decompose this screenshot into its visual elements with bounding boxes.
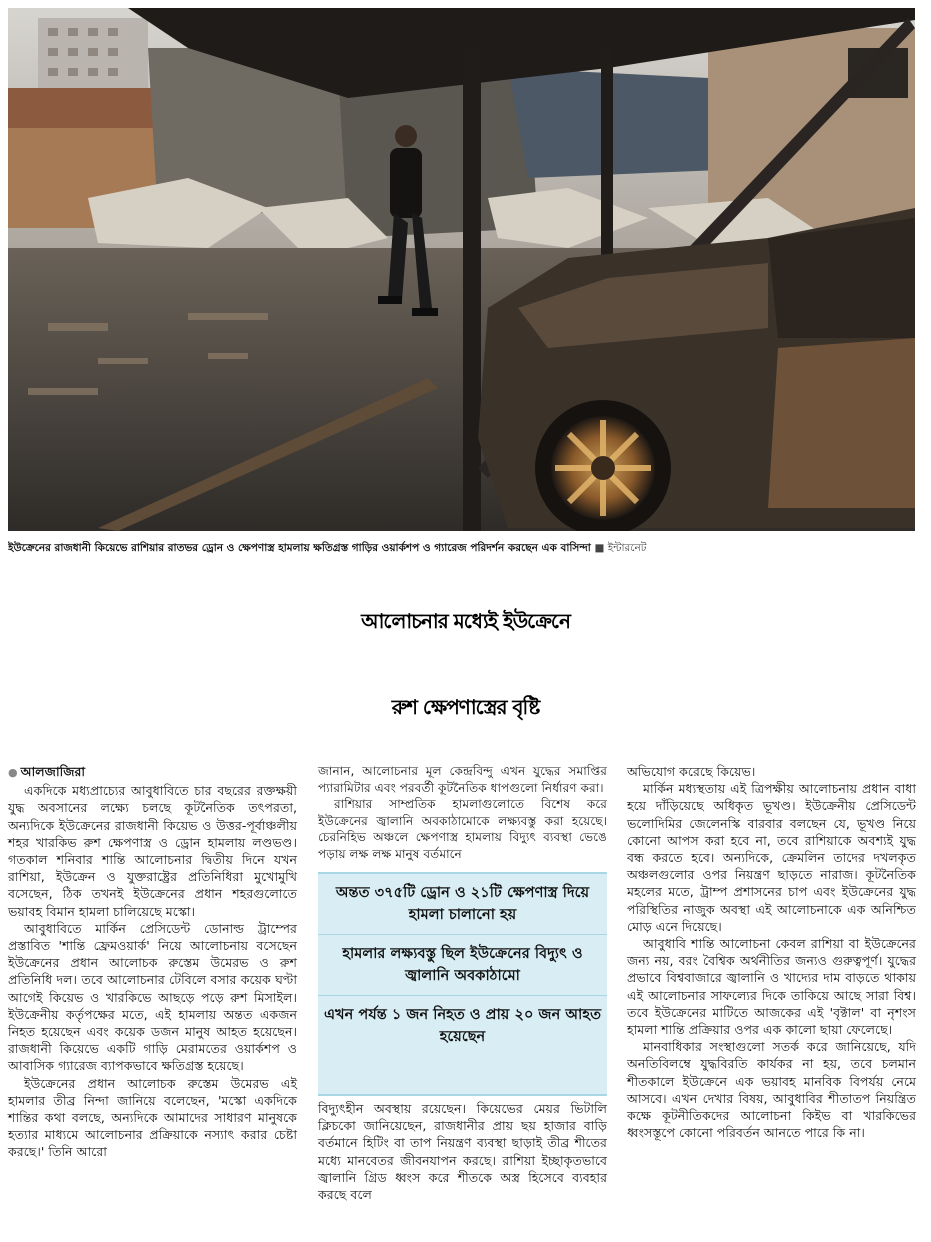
photo-caption bbox=[8, 541, 923, 557]
byline bbox=[8, 763, 297, 781]
highlight-item: এখন পর্যন্ত ১ জন নিহত ও প্রায় ২০ জন আহত হয়েছেন bbox=[323, 1006, 602, 1045]
photo-credit: ■ ইন্টারনেট bbox=[594, 542, 647, 554]
article-column-1 bbox=[8, 763, 297, 1161]
article-column-2 bbox=[318, 763, 607, 863]
burned-car-workshop-photo bbox=[8, 8, 915, 531]
highlight-item: হামলার লক্ষ্যবস্তু ছিল ইউক্রেনের বিদ্যুৎ ও জ্বালানি অবকাঠামো bbox=[318, 935, 607, 996]
caption-text: ইউক্রেনের রাজধানী কিয়েভে রাশিয়ার রাতভর ড্রোন ও ক্ষেপণাস্ত্র হামলায় ক্ষতিগ্রস্ত গাড়ির ওয়ার্কশপ ও গ্যারেজ পরিদর্শন করছেন এক বাসিন্দা bbox=[8, 542, 591, 554]
paragraph: বিদ্যুৎহীন অবস্থায় রয়েছেন। কিয়েভের মেয়র ভিটালি ক্লিচকো জানিয়েছেন, রাজধানীর প্রায় ছয় হাজার বাড়ি বর্তমানে হিটিং বা তাপ নিয়ন্ত্রণ ব্যবস্থা ছাড়াই তীব্র শীতের মধ্যে মানবেতর জীবনযাপন করছে। রাশিয়া ইচ্ছাকৃতভাবে জ্বালানি গ্রিড ধ্বংস করে শীতকে অস্ত্র হিসেবে ব্যবহার করছে বলে bbox=[318, 1101, 607, 1203]
article-column-2-continued bbox=[318, 1100, 607, 1203]
paragraph: মার্কিন মধ্যস্থতায় এই ত্রিপক্ষীয় আলোচনায় প্রধান বাধা হয়ে দাঁড়িয়েছে অধিকৃত ভূখণ্ড। ইউক্রেনীয় প্রেসিডেন্ট ভলোদিমির জেলেনস্কি বারবার বলছেন যে, ভূখণ্ড নিয়ে কোনো আপস করা হবে না, তবে রাশিয়াকে অবশ্যই যুদ্ধ বন্ধ করতে হবে। অন্যদিকে, ক্রেমলিন তাদের দখলকৃত অঞ্চলগুলোর ওপর নিয়ন্ত্রণ ছাড়তে নারাজ। কূটনৈতিক মহলের মতে, ট্রাম্প প্রশাসনের চাপ এবং ইউক্রেনের যুদ্ধ পরিস্থিতির নাজুক অবস্থা এই আলোচনাকে এক অনিশ্চিত মোড় এনে দিয়েছে। bbox=[627, 781, 916, 934]
paragraph: জানান, আলোচনার মূল কেন্দ্রবিন্দু এখন যুদ্ধের সমাপ্তির প্যারামিটার এবং পরবর্তী কূটনৈতিক ধাপগুলো নির্ধারণ করা। bbox=[318, 764, 607, 795]
headline bbox=[0, 578, 931, 750]
highlight-box bbox=[318, 872, 607, 1096]
highlight-item: অন্তত ৩৭৫টি ড্রোন ও ২১টি ক্ষেপণাস্ত্র দিয়ে হামলা চালানো হয় bbox=[318, 874, 607, 935]
paragraph: আবুধাবি শান্তি আলোচনা কেবল রাশিয়া বা ইউক্রেনের জন্য নয়, বরং বৈশ্বিক অর্থনীতির জন্যও গুরুত্বপূর্ণ। যুদ্ধের প্রভাবে বিশ্ববাজারে জ্বালানি ও খাদ্যের দাম বাড়তে থাকায় এই আলোচনার সাফল্যের দিকে তাকিয়ে আছে সারা বিশ্ব। তবে ইউক্রেনের মাটিতে আজকের এই 'বৃক্টাল' বা নৃশংস হামলা শান্তি প্রক্রিয়ার ওপর এক কালো ছায়া ফেলেছে। bbox=[627, 936, 916, 1038]
headline-line-2: রুশ ক্ষেপণাস্ত্রের বৃষ্টি bbox=[391, 695, 540, 719]
headline-line-1: আলোচনার মধ্যেই ইউক্রেনে bbox=[361, 609, 570, 633]
paragraph: মানবাধিকার সংস্থাগুলো সতর্ক করে জানিয়েছে, যদি অনতিবিলম্বে যুদ্ধবিরতি কার্যকর না হয়, তবে চলমান শীতকালে ইউক্রেনে এক ভয়াবহ মানবিক বিপর্যয় নেমে আসবে। এখন দেখার বিষয়, আবুধাবির শীতাতপ নিয়ন্ত্রিত কক্ষে কূটনীতিকদের আলোচনা কিইভ বা খারকিভের ধ্বংসস্তূপে কোনো পরিবর্তন আনতে পারে কি না। bbox=[627, 1039, 916, 1141]
paragraph: একদিকে মধ্যপ্রাচ্যের আবুধাবিতে চার বছরের রক্তক্ষয়ী যুদ্ধ অবসানের লক্ষ্যে চলছে কূটনৈতিক তৎপরতা, অন্যদিকে ইউক্রেনের রাজধানী কিয়েভ ও উত্তর-পূর্বাঞ্চলীয় শহর খারকিভ রুশ ক্ষেপণাস্ত্র ও ড্রোন হামলায় লণ্ডভণ্ড। গতকাল শনিবার শান্তি আলোচনার দ্বিতীয় দিনে যখন রাশিয়া, ইউক্রেন ও যুক্তরাষ্ট্রের প্রতিনিধিরা মুখোমুখি বসেছেন, ঠিক তখনই ইউক্রেনের প্রধান শহরগুলোতে ভয়াবহ বিমান হামলা চালিয়েছে মস্কো। bbox=[8, 783, 297, 919]
paragraph: অভিযোগ করেছে কিয়েভ। bbox=[627, 764, 756, 779]
news-photo bbox=[8, 8, 915, 531]
paragraph: আবুধাবিতে মার্কিন প্রেসিডেন্ট ডোনাল্ড ট্রাম্পের প্রস্তাবিত 'শান্তি ফ্রেমওয়ার্ক' নিয়ে আলোচনায় বসেছেন ইউক্রেনের প্রধান আলোচক রুস্তেম উমেরভ ও রুশ প্রতিনিধি দল। তবে আলোচনার টেবিলে বসার কয়েক ঘণ্টা আগেই কিয়েভ ও খারকিভে আছড়ে পড়ে রুশ মিসাইল। ইউক্রেনীয় কর্তৃপক্ষের মতে, এই হামলায় অন্তত একজন নিহত হয়েছেন এবং কয়েক ডজন মানুষ আহত হয়েছেন। রাজধানী কিয়েভে একটি গাড়ি মেরামতের ওয়ার্কশপ ও আবাসিক গ্যারেজ ব্যাপকভাবে ক্ষতিগ্রস্ত হয়েছে। bbox=[8, 920, 297, 1074]
paragraph: রাশিয়ার সাম্প্রতিক হামলাগুলোতে বিশেষ করে ইউক্রেনের জ্বালানি অবকাঠামোকে লক্ষ্যবস্তু করা হয়েছে। চেরনিহিভ অঞ্চলে ক্ষেপণাস্ত্র হামলায় বিদ্যুৎ ব্যবস্থা ভেঙে পড়ায় লক্ষ লক্ষ মানুষ বর্তমানে bbox=[318, 797, 607, 861]
paragraph: ইউক্রেনের প্রধান আলোচক রুস্তেম উমেরভ এই হামলার তীব্র নিন্দা জানিয়ে বলেছেন, 'মস্কো একদিকে শান্তির কথা বলছে, অন্যদিকে আমাদের সাধারণ মানুষকে হত্যার মাধ্যমে আলোচনার প্রক্রিয়াকে নস্যাৎ করার চেষ্টা করছে।' তিনি আরো bbox=[8, 1075, 297, 1160]
article-column-3 bbox=[627, 763, 916, 1141]
bullet-icon: ● bbox=[8, 766, 18, 779]
byline-source: আলজাজিরা bbox=[20, 764, 86, 779]
